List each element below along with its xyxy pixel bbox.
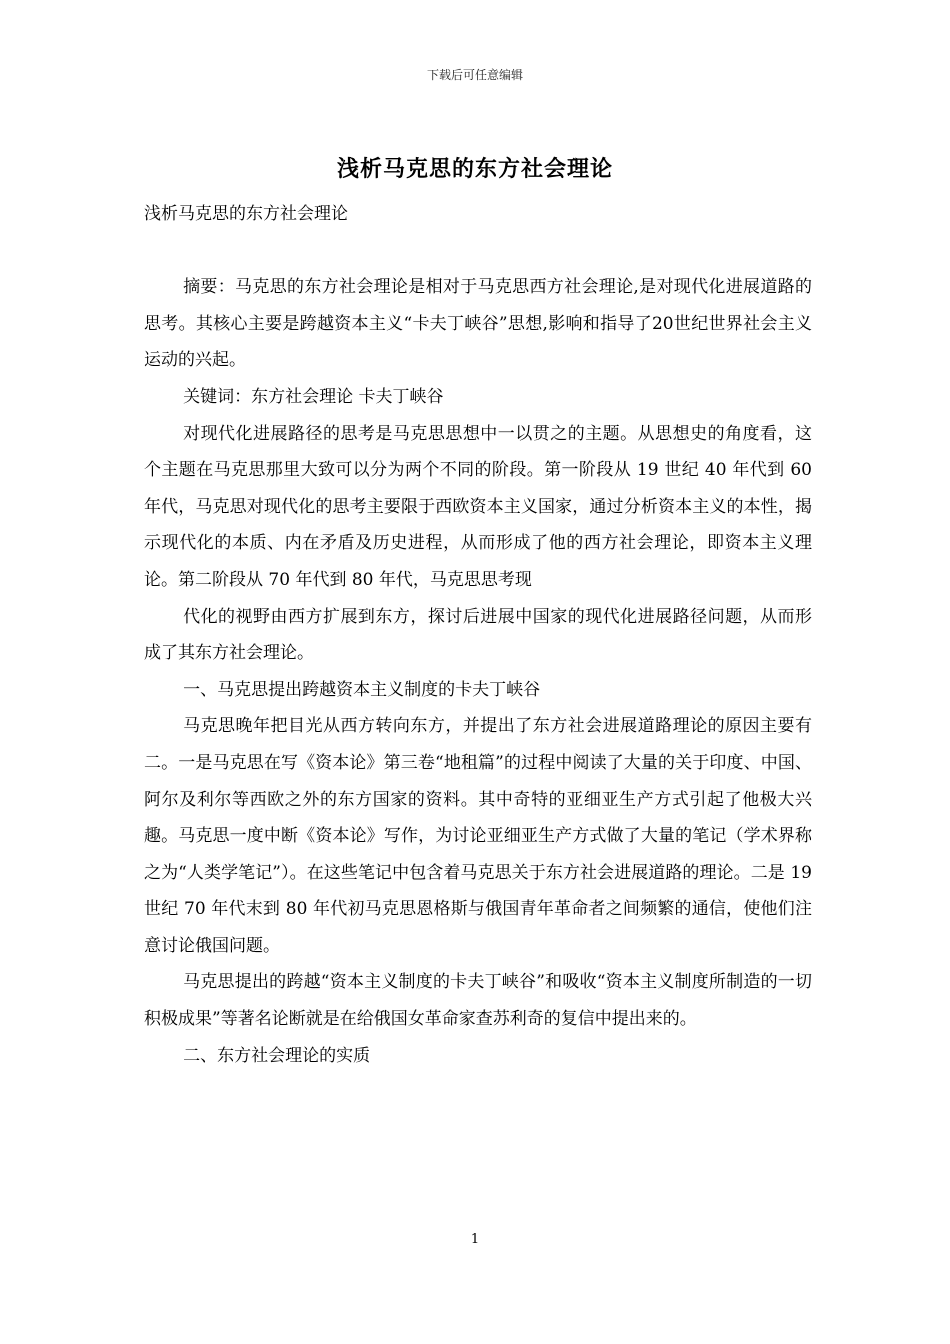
section-heading-1: 一、马克思提出跨越资本主义制度的卡夫丁峡谷	[183, 679, 541, 700]
body-paragraph-4: 马克思提出的跨越“资本主义制度的卡夫丁峡谷”和吸收“资本主义制度所制造的一切积极成果”等著名论断就是在给俄国女革命家查苏利奇的复信中提出来的。	[144, 972, 812, 1030]
page-number: 1	[470, 1232, 480, 1247]
document-body	[144, 196, 812, 1074]
abstract-paragraph: 摘要：马克思的东方社会理论是相对于马克思西方社会理论,是对现代化进展道路的思考。其核心主要是跨越资本主义“卡夫丁峡谷”思想,影响和指导了20世纪世界社会主义运动的兴起。	[144, 277, 812, 371]
body-paragraph-3: 马克思晚年把目光从西方转向东方，并提出了东方社会进展道路理论的原因主要有二。一是马克思在写《资本论》第三卷“地租篇”的过程中阅读了大量的关于印度、中国、阿尔及利尔等西欧之外的东方国家的资料。其中奇特的亚细亚生产方式引起了他极大兴趣。马克思一度中断《资本论》写作，为讨论亚细亚生产方式做了大量的笔记（学术界称之为“人类学笔记”）。在这些笔记中包含着马克思关于东方社会进展道路的理论。二是 19 世纪 70 年代末到 80 年代初马克思恩格斯与俄国青年革命者之间频繁的通信，使他们注意讨论俄国问题。	[144, 716, 812, 956]
section-heading-2: 二、东方社会理论的实质	[183, 1045, 371, 1066]
subtitle: 浅析马克思的东方社会理论	[144, 204, 348, 224]
page-header: 下载后可任意编辑	[426, 68, 523, 82]
body-paragraph-1: 对现代化进展路径的思考是马克思思想中一以贯之的主题。从思想史的角度看，这个主题在马克思那里大致可以分为两个不同的阶段。第一阶段从 19 世纪 40 年代到 60 年代，马克思对现代化的思考主要限于西欧资本主义国家，通过分析资本主义的本性，揭示现代化的本质、内在矛盾及历史进程，从而形成了他的西方社会理论，即资本主义理论。第二阶段从 70 年代到 80 年代，马克思思考现	[144, 423, 812, 590]
body-paragraph-2: 代化的视野由西方扩展到东方，探讨后进展中国家的现代化进展路径问题，从而形成了其东方社会理论。	[144, 606, 812, 664]
document-title: 浅析马克思的东方社会理论	[336, 156, 613, 182]
keywords-paragraph: 关键词：东方社会理论 卡夫丁峡谷	[183, 386, 444, 407]
blank-line	[144, 233, 812, 270]
